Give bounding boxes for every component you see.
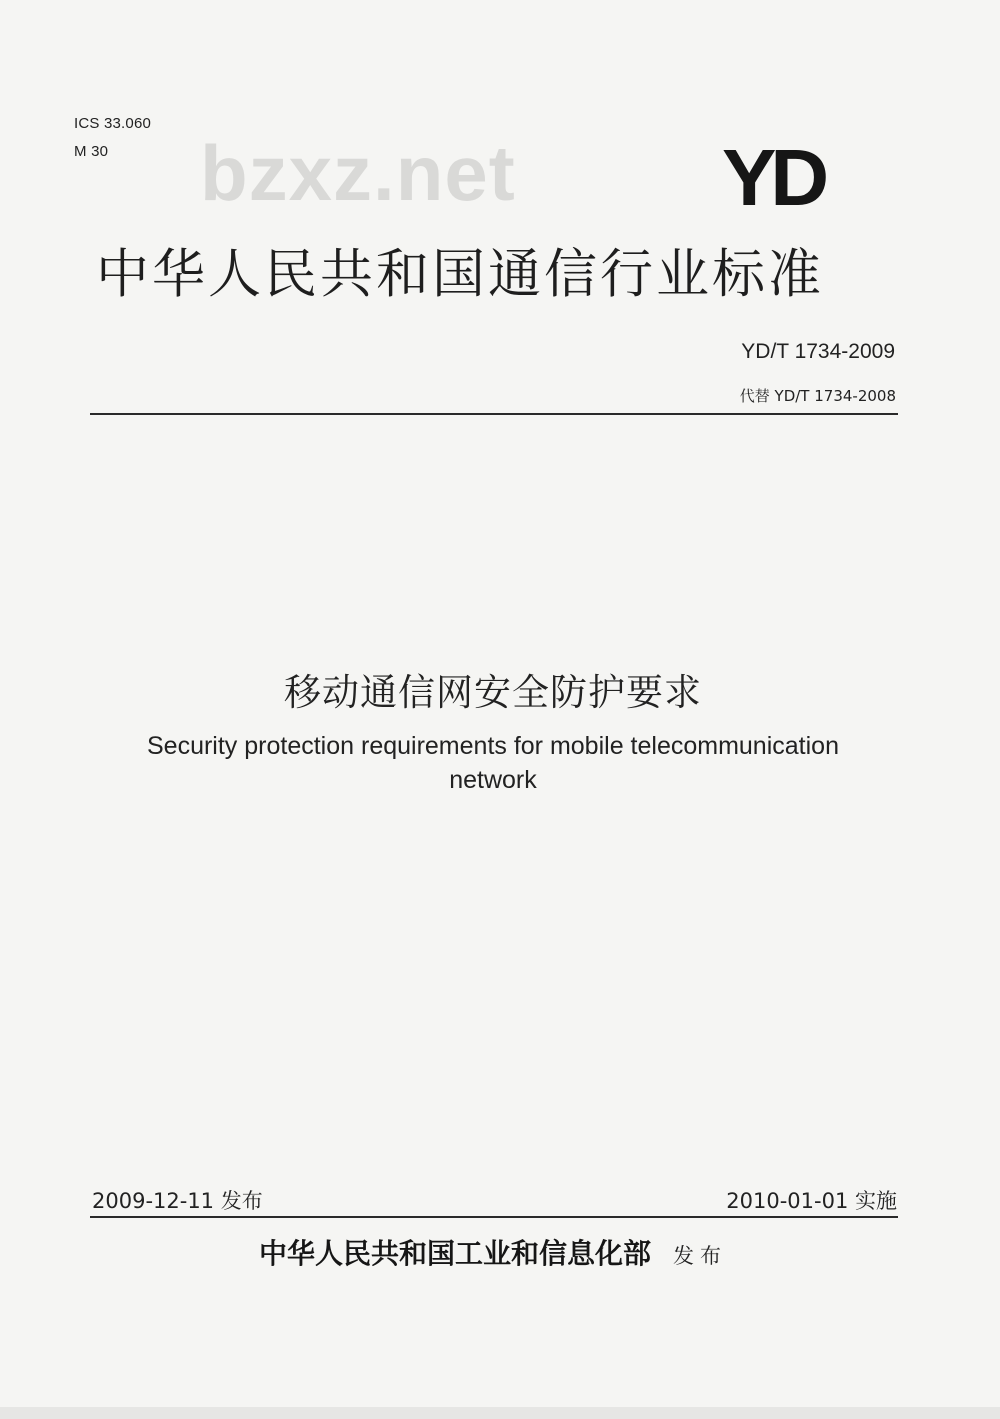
effective-date: 2010-01-01 实施 <box>726 1189 897 1213</box>
document-title-english: Security protection requirements for mobile telecommunication network <box>147 732 839 794</box>
watermark: bzxz.net <box>200 129 516 217</box>
publish-label: 发布 <box>673 1244 727 1268</box>
replaces-standard: 代替 YD/T 1734-2008 <box>739 387 896 405</box>
standard-category-title: 中华人民共和国通信行业标准 <box>96 244 824 305</box>
issue-date: 2009-12-11 发布 <box>92 1189 263 1213</box>
publisher-name: 中华人民共和国工业和信息化部 <box>258 1237 651 1270</box>
top-divider <box>90 413 898 415</box>
ics-code: ICS 33.060 <box>74 115 152 132</box>
page-bottom-edge <box>0 1407 1000 1419</box>
yd-logo: YD <box>722 133 824 222</box>
bottom-divider <box>90 1216 898 1218</box>
publisher-line <box>0 1232 986 1272</box>
standard-number: YD/T 1734-2009 <box>741 340 895 363</box>
ccs-code: M 30 <box>74 143 109 160</box>
document-title-chinese: 移动通信网安全防护要求 <box>284 671 702 714</box>
